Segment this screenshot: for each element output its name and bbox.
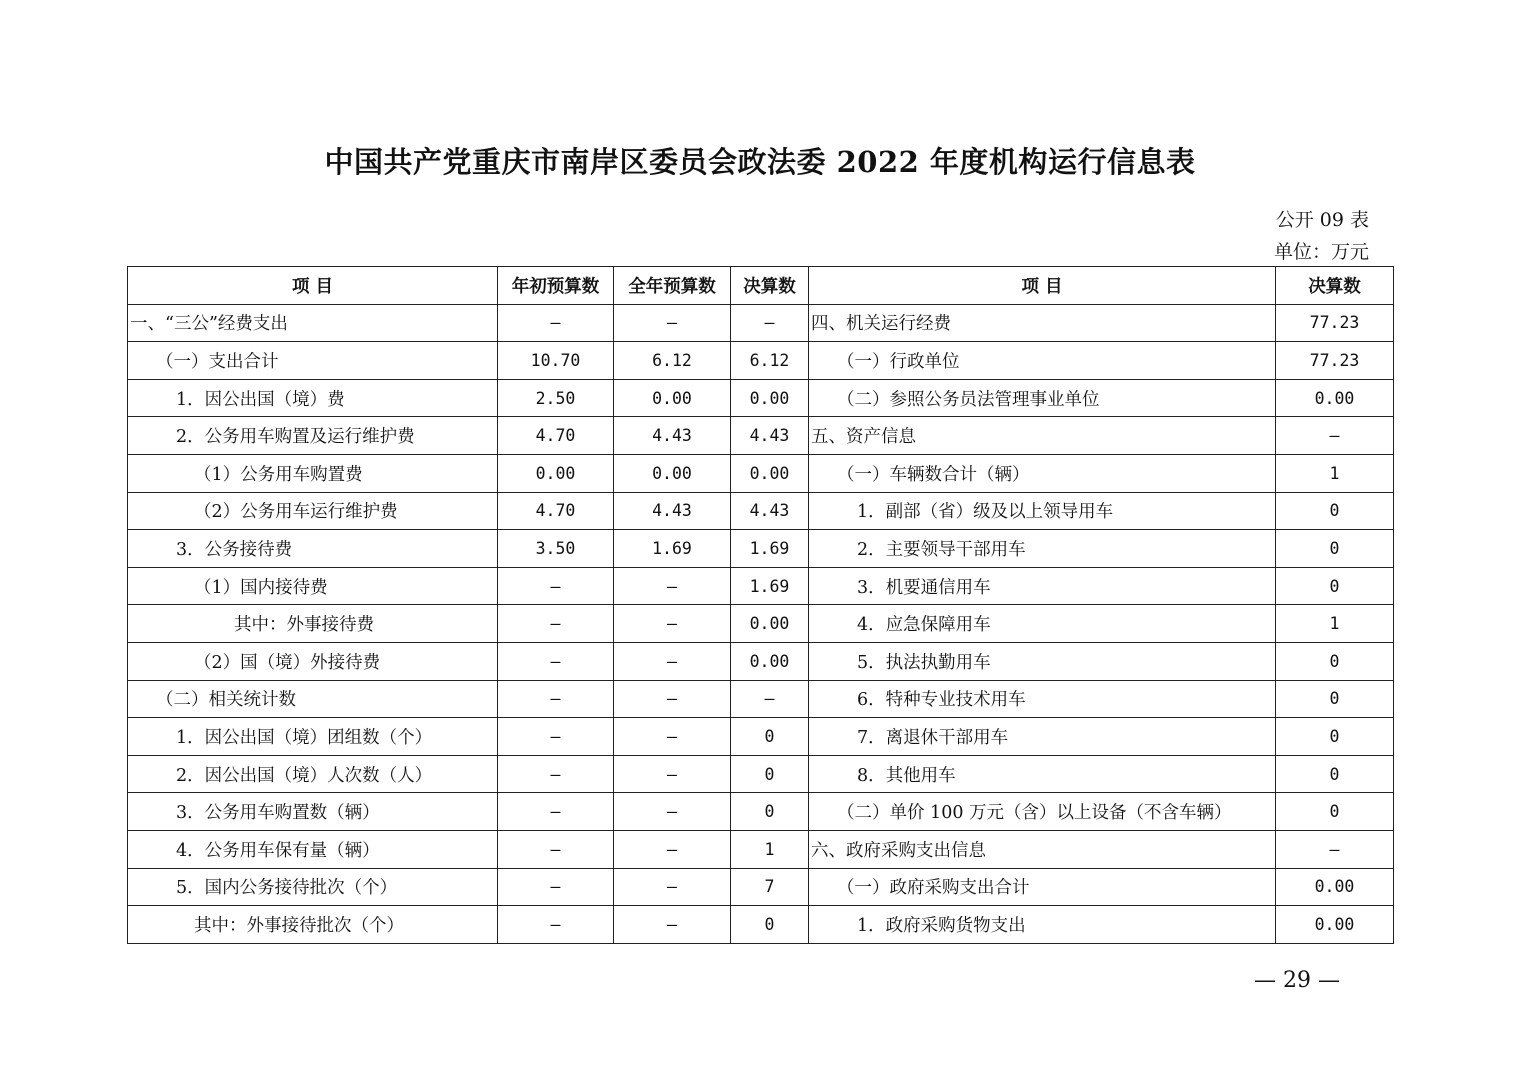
final-cell: 0 (731, 718, 809, 756)
final-cell: 6.12 (731, 342, 809, 380)
table-row (128, 680, 1394, 718)
right-item: （二）参照公务员法管理事业单位 (809, 379, 1276, 417)
left-item: （1）国内接待费 (128, 567, 498, 605)
initial-budget-cell: — (498, 868, 614, 906)
unit-label: 单位：万元 (1273, 241, 1369, 263)
right-item: 1．政府采购货物支出 (809, 906, 1276, 944)
initial-budget-cell: 0.00 (498, 454, 614, 492)
right-final-cell: 0 (1276, 642, 1394, 680)
final-cell: — (731, 304, 809, 342)
initial-budget-cell: 10.70 (498, 342, 614, 380)
left-item: 4．公务用车保有量（辆） (128, 830, 498, 868)
right-item: 7．离退休干部用车 (809, 718, 1276, 756)
header-left-item: 项 目 (128, 267, 498, 305)
initial-budget-cell: — (498, 718, 614, 756)
operation-info-table (127, 266, 1394, 944)
full-year-budget-cell: — (614, 304, 731, 342)
right-final-cell: 0 (1276, 718, 1394, 756)
initial-budget-cell: — (498, 567, 614, 605)
full-year-budget-cell: — (614, 567, 731, 605)
header-final-left: 决算数 (731, 267, 809, 305)
final-cell: 7 (731, 868, 809, 906)
full-year-budget-cell: 0.00 (614, 379, 731, 417)
initial-budget-cell: 4.70 (498, 417, 614, 455)
left-item: （2）公务用车运行维护费 (128, 492, 498, 530)
initial-budget-cell: 2.50 (498, 379, 614, 417)
full-year-budget-cell: 4.43 (614, 492, 731, 530)
table-row (128, 605, 1394, 643)
right-item: （一）政府采购支出合计 (809, 868, 1276, 906)
final-cell: — (731, 680, 809, 718)
right-final-cell: 1 (1276, 605, 1394, 643)
full-year-budget-cell: — (614, 755, 731, 793)
right-item: （一）行政单位 (809, 342, 1276, 380)
left-item: （一）支出合计 (128, 342, 498, 380)
right-item: 五、资产信息 (809, 417, 1276, 455)
table-row (128, 718, 1394, 756)
table-row (128, 906, 1394, 944)
right-final-cell: — (1276, 830, 1394, 868)
right-final-cell: 0 (1276, 492, 1394, 530)
right-final-cell: 0 (1276, 793, 1394, 831)
final-cell: 1.69 (731, 530, 809, 568)
table-row (128, 304, 1394, 342)
right-final-cell: 0 (1276, 530, 1394, 568)
table-row (128, 417, 1394, 455)
initial-budget-cell: — (498, 680, 614, 718)
right-item: （一）车辆数合计（辆） (809, 454, 1276, 492)
table-row (128, 567, 1394, 605)
right-item: 8．其他用车 (809, 755, 1276, 793)
final-cell: 4.43 (731, 417, 809, 455)
page-number: — 29 — (1254, 968, 1340, 993)
final-cell: 0 (731, 906, 809, 944)
right-item: 四、机关运行经费 (809, 304, 1276, 342)
right-item: 5．执法执勤用车 (809, 642, 1276, 680)
right-final-cell: 0.00 (1276, 906, 1394, 944)
initial-budget-cell: — (498, 830, 614, 868)
right-item: （二）单价 100 万元（含）以上设备（不含车辆） (809, 793, 1276, 831)
header-right-item: 项 目 (809, 267, 1276, 305)
left-item: 3．公务用车购置数（辆） (128, 793, 498, 831)
table-row (128, 642, 1394, 680)
table-row (128, 342, 1394, 380)
full-year-budget-cell: — (614, 830, 731, 868)
final-cell: 0 (731, 755, 809, 793)
full-year-budget-cell: — (614, 718, 731, 756)
right-final-cell: 0 (1276, 680, 1394, 718)
right-item: 2．主要领导干部用车 (809, 530, 1276, 568)
right-final-cell: 77.23 (1276, 304, 1394, 342)
final-cell: 0.00 (731, 605, 809, 643)
initial-budget-cell: — (498, 642, 614, 680)
left-item: （2）国（境）外接待费 (128, 642, 498, 680)
right-final-cell: — (1276, 417, 1394, 455)
table-row (128, 454, 1394, 492)
full-year-budget-cell: — (614, 642, 731, 680)
left-item: 一、“三公”经费支出 (128, 304, 498, 342)
table-row (128, 793, 1394, 831)
left-item: （二）相关统计数 (128, 680, 498, 718)
right-final-cell: 77.23 (1276, 342, 1394, 380)
table-row (128, 868, 1394, 906)
full-year-budget-cell: — (614, 680, 731, 718)
left-item: 1．因公出国（境）费 (128, 379, 498, 417)
table-row (128, 755, 1394, 793)
table-row (128, 830, 1394, 868)
initial-budget-cell: — (498, 906, 614, 944)
document-title: 中国共产党重庆市南岸区委员会政法委 2022 年度机构运行信息表 (324, 145, 1196, 179)
header-initial-budget: 年初预算数 (498, 267, 614, 305)
left-item: 其中：外事接待批次（个） (128, 906, 498, 944)
table-code: 公开 09 表 (1275, 209, 1369, 231)
right-final-cell: 1 (1276, 454, 1394, 492)
final-cell: 0.00 (731, 379, 809, 417)
left-item: 5．国内公务接待批次（个） (128, 868, 498, 906)
right-item: 1．副部（省）级及以上领导用车 (809, 492, 1276, 530)
initial-budget-cell: — (498, 304, 614, 342)
full-year-budget-cell: — (614, 605, 731, 643)
initial-budget-cell: — (498, 605, 614, 643)
table-row (128, 379, 1394, 417)
header-row (128, 267, 1394, 305)
right-final-cell: 0 (1276, 755, 1394, 793)
final-cell: 0.00 (731, 642, 809, 680)
full-year-budget-cell: 6.12 (614, 342, 731, 380)
right-item: 六、政府采购支出信息 (809, 830, 1276, 868)
full-year-budget-cell: — (614, 868, 731, 906)
full-year-budget-cell: — (614, 906, 731, 944)
final-cell: 0 (731, 793, 809, 831)
header-final-right: 决算数 (1276, 267, 1394, 305)
final-cell: 1 (731, 830, 809, 868)
right-final-cell: 0.00 (1276, 379, 1394, 417)
final-cell: 4.43 (731, 492, 809, 530)
right-item: 6．特种专业技术用车 (809, 680, 1276, 718)
left-item: 其中：外事接待费 (128, 605, 498, 643)
left-item: （1）公务用车购置费 (128, 454, 498, 492)
left-item: 1．因公出国（境）团组数（个） (128, 718, 498, 756)
final-cell: 0.00 (731, 454, 809, 492)
right-final-cell: 0.00 (1276, 868, 1394, 906)
table-row (128, 530, 1394, 568)
right-item: 4．应急保障用车 (809, 605, 1276, 643)
full-year-budget-cell: 4.43 (614, 417, 731, 455)
full-year-budget-cell: — (614, 793, 731, 831)
left-item: 3．公务接待费 (128, 530, 498, 568)
full-year-budget-cell: 0.00 (614, 454, 731, 492)
initial-budget-cell: — (498, 755, 614, 793)
right-final-cell: 0 (1276, 567, 1394, 605)
header-full-year-budget: 全年预算数 (614, 267, 731, 305)
left-item: 2．因公出国（境）人次数（人） (128, 755, 498, 793)
table-row (128, 492, 1394, 530)
initial-budget-cell: 4.70 (498, 492, 614, 530)
right-item: 3．机要通信用车 (809, 567, 1276, 605)
left-item: 2．公务用车购置及运行维护费 (128, 417, 498, 455)
initial-budget-cell: — (498, 793, 614, 831)
final-cell: 1.69 (731, 567, 809, 605)
full-year-budget-cell: 1.69 (614, 530, 731, 568)
initial-budget-cell: 3.50 (498, 530, 614, 568)
